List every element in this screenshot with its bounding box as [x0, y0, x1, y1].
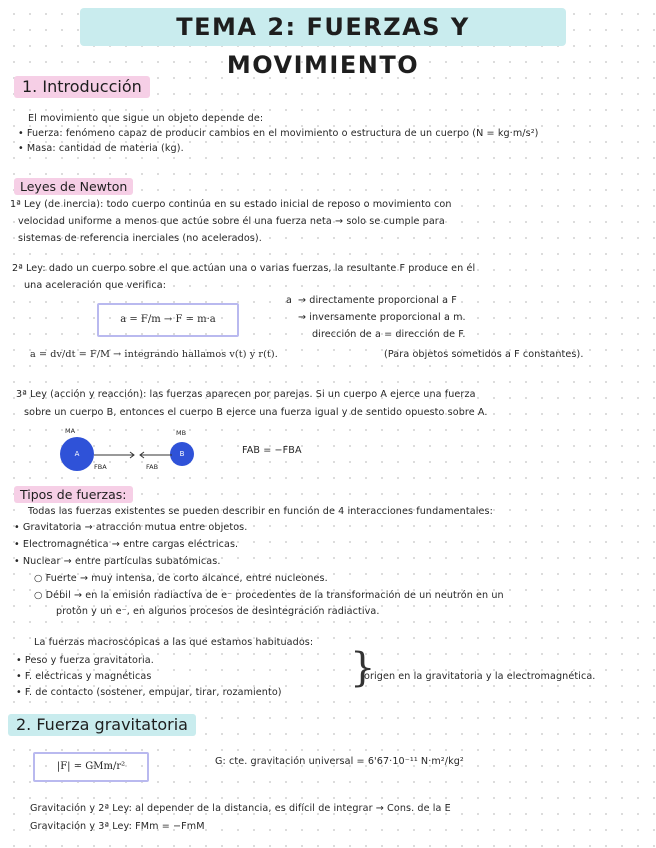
- ball-b-text: B: [179, 450, 185, 458]
- law2-line2: una aceleración que verifica:: [24, 280, 167, 291]
- section-2-heading: 2. Fuerza gravitatoria: [8, 714, 196, 736]
- macro-electricas: • F. eléctricas y magnéticas: [16, 671, 152, 682]
- law1-line2: velocidad uniforme a menos que actúe sobre él una fuerza neta → solo se cumple para: [18, 216, 445, 227]
- accel-prop-3: dirección de a = dirección de F.: [312, 329, 466, 340]
- page-title: TEMA 2: FUERZAS Y MOVIMIENTO: [80, 8, 566, 46]
- law1-line3: sistemas de referencia inerciales (no acelerados).: [18, 233, 262, 244]
- macro-contacto: • F. de contacto (sostener, empujar, tirar, rozamiento): [16, 687, 282, 698]
- macro-intro: La fuerzas macroscópicas a las que estamos habituados:: [34, 637, 314, 648]
- gravity-formula-box: |F| = GMm/r²: [33, 752, 149, 782]
- tipo-electromagnetica: • Electromagnética → entre cargas eléctricas.: [14, 539, 239, 550]
- force-arrows: [90, 448, 176, 462]
- origin-text: origen en la gravitatoria y la electromagnética.: [364, 671, 596, 682]
- force-ba-label: FBA: [94, 463, 107, 471]
- gravity-constant: G: cte. gravitación universal = 6'67·10⁻¹¹ N·m²/kg²: [215, 756, 464, 767]
- law3-line2: sobre un cuerpo B, entonces el cuerpo B ejerce una fuerza igual y de sentido opuesto sobre A.: [24, 407, 488, 418]
- ball-a-text: A: [74, 450, 80, 458]
- accel-prop-1: → directamente proporcional a F: [298, 295, 457, 306]
- bullet-fuerza: • Fuerza: fenómeno capaz de producir cambios en el movimiento o estructura de un cuerpo (N = kg·m/s²): [18, 128, 539, 139]
- bullet-masa: • Masa: cantidad de materia (kg).: [18, 143, 184, 154]
- intro-text: El movimiento que sigue un objeto depende de:: [28, 113, 264, 124]
- accel-label: a: [286, 295, 292, 306]
- macro-peso: • Peso y fuerza gravitatoria.: [16, 655, 154, 666]
- tipo-gravitatoria: • Gravitatoria → atracción mutua entre objetos.: [14, 522, 248, 533]
- derivative-note: (Para objetos sometidos a F constantes).: [384, 349, 584, 360]
- nuclear-debil-line2: protón y un e⁻, en algunos procesos de desintegración radiactiva.: [56, 606, 380, 617]
- law2-line1: 2ª Ley: dado un cuerpo sobre el que actúan una o varias fuerzas, la resultante F produce en él: [12, 263, 476, 274]
- nuclear-debil-line1: ○ Débil → en la emisión radiactiva de e⁻ procedentes de la transformación de un neutrón en un: [34, 590, 504, 601]
- mass-b-label: MB: [176, 429, 187, 437]
- nuclear-fuerte: ○ Fuerte → muy intensa, de corto alcance, entre nucleones.: [34, 573, 328, 584]
- section-1-heading: 1. Introducción: [14, 76, 150, 98]
- law3-line1: 3ª Ley (acción y reacción): las fuerzas aparecen por parejas. Si un cuerpo A ejerce una fuerza: [16, 389, 476, 400]
- accel-prop-2: → inversamente proporcional a m.: [298, 312, 466, 323]
- law1-line1: 1ª Ley (de inercia): todo cuerpo continúa en su estado inicial de reposo o movimiento con: [10, 199, 452, 210]
- gravity-law2: Gravitación y 2ª Ley: al depender de la distancia, es difícil de integrar → Cons. de la E: [30, 803, 451, 814]
- derivative-eq: a = dv/dt = F/M → integrando hallamos v(t) y r(t).: [30, 349, 278, 360]
- tipos-heading: Tipos de fuerzas:: [14, 486, 133, 503]
- tipos-intro: Todas las fuerzas existentes se pueden describir en función de 4 interacciones fundamentales:: [28, 506, 493, 517]
- force-ab-label: FAB: [146, 463, 159, 471]
- brace-icon: }: [350, 645, 376, 691]
- mass-a-label: MA: [65, 427, 76, 435]
- tipo-nuclear: • Nuclear → entre partículas subatómicas.: [14, 556, 221, 567]
- gravity-law3: Gravitación y 3ª Ley: FMm = −FmM: [30, 821, 205, 832]
- ball-a: [60, 437, 94, 471]
- law3-equation: FAB = −FBA: [242, 445, 302, 456]
- law2-formula-box: a = F/m → F = m·a: [97, 303, 239, 337]
- newton-heading: Leyes de Newton: [14, 178, 133, 195]
